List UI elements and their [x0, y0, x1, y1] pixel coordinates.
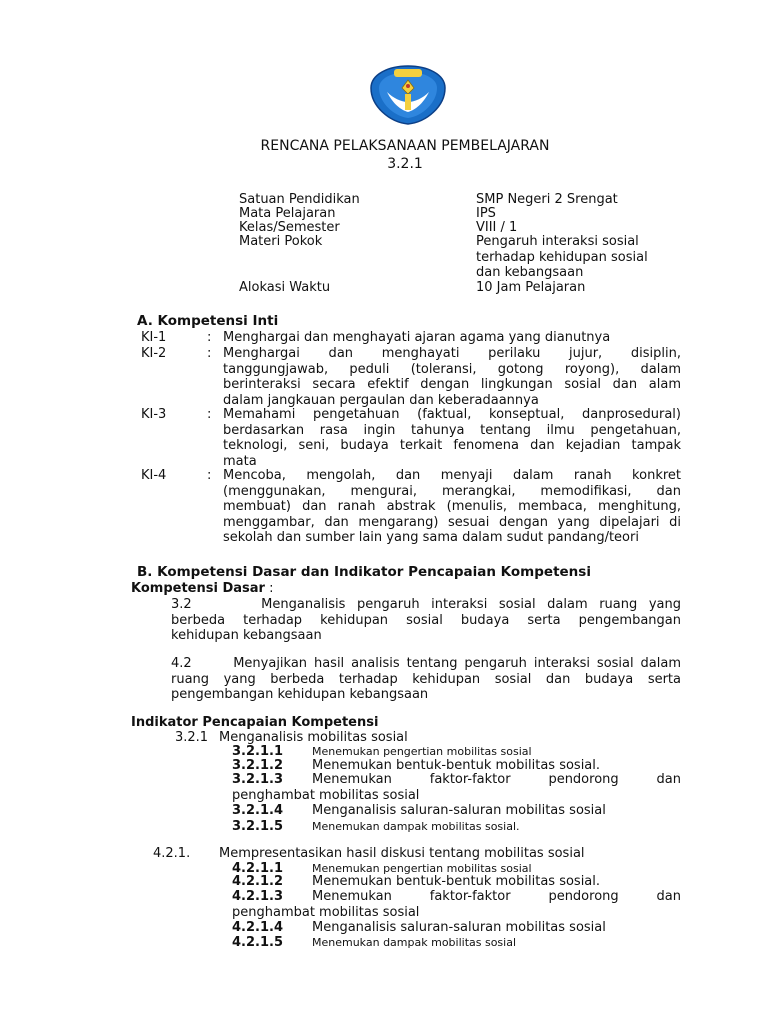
ipk-code: 4.2.1.1 [232, 861, 283, 876]
kd-title-row [131, 581, 273, 596]
ki-text: Mencoba, mengolah, dan menyaji dalam ranah konkret (menggunakan, mengurai, merangkai, memodifikasi, dan membuat) dan ranah abstrak (menulis, membaca, menghitung, menggambar, dan mengarang) sesuai dengan yang dipelajari di sekolah dan sumber lain yang sama dalam sudut pandang/teori [223, 468, 681, 545]
tut-wuri-handayani-emblem-icon [369, 64, 447, 126]
ki-separator: : [207, 407, 212, 422]
identity-label: Mata Pelajaran [239, 206, 336, 221]
ipk-code: 4.2.1.4 [232, 920, 283, 935]
identity-value: terhadap kehidupan sosial [476, 250, 648, 265]
ipk-text: Menemukan faktor-faktor pendorong dan [312, 772, 681, 787]
ipk-code: 3.2.1.1 [232, 744, 283, 759]
identity-label: Alokasi Waktu [239, 280, 331, 295]
ipk-code: 3.2.1.5 [232, 819, 283, 834]
ipk-text-continued: penghambat mobilitas sosial [232, 905, 420, 920]
ki-code: KI-4 [141, 468, 167, 483]
document-title: RENCANA PELAKSANAAN PEMBELAJARAN [260, 138, 550, 154]
ipk-group-title: Mempresentasikan hasil diskusi tentang mobilitas sosial [219, 846, 585, 861]
ipk-code: 4.2.1.5 [232, 935, 283, 950]
ipk-text: Menemukan dampak mobilitas sosial. [312, 820, 520, 833]
ki-code: KI-3 [141, 407, 167, 422]
ipk-code: 3.2.1.2 [232, 758, 283, 773]
identity-value: SMP Negeri 2 Srengat [476, 192, 618, 207]
ipk-group-number: 4.2.1. [153, 846, 191, 861]
ipk-text: Menemukan bentuk-bentuk mobilitas sosial. [312, 758, 601, 773]
ipk-group-number: 3.2.1 [175, 730, 209, 745]
ipk-group-title: Menganalisis mobilitas sosial [219, 730, 408, 745]
ki-code: KI-1 [141, 330, 167, 345]
ipk-code: 4.2.1.2 [232, 874, 283, 889]
ki-separator: : [207, 346, 212, 361]
document-subtitle: 3.2.1 [387, 156, 423, 172]
identity-value: dan kebangsaan [476, 265, 584, 280]
ipk-text: Menganalisis saluran-saluran mobilitas sosial [312, 803, 606, 818]
ipk-text: Menemukan faktor-faktor pendorong dan [312, 889, 681, 904]
section-b-heading: B. Kompetensi Dasar dan Indikator Pencapaian Kompetensi [137, 564, 591, 580]
section-a-heading: A. Kompetensi Inti [137, 313, 279, 329]
ki-separator: : [207, 468, 212, 483]
ipk-text: Menemukan pengertian mobilitas sosial [312, 862, 532, 875]
identity-value: IPS [476, 206, 496, 221]
tut-wuri-handayani-logo [369, 64, 447, 126]
kd-4-2: 4.2 Menyajikan hasil analisis tentang pengaruh interaksi sosial dalam ruang yang berbeda terhadap kehidupan sosial dan budaya serta pengembangan kehidupan kebangsaan [171, 656, 681, 702]
ipk-text: Menemukan bentuk-bentuk mobilitas sosial. [312, 874, 601, 889]
ipk-text-continued: penghambat mobilitas sosial [232, 788, 420, 803]
ipk-code: 3.2.1.3 [232, 772, 283, 787]
ipk-text: Menganalisis saluran-saluran mobilitas sosial [312, 920, 606, 935]
identity-label: Kelas/Semester [239, 220, 340, 235]
ki-text: Memahami pengetahuan (faktual, konseptual, danprosedural) berdasarkan rasa ingin tahunya tentang ilmu pengetahuan, teknologi, seni, budaya terkait fenomena dan kejadian tampak mata [223, 407, 681, 469]
ipk-code: 3.2.1.4 [232, 803, 283, 818]
identity-value: Pengaruh interaksi sosial [476, 234, 639, 249]
ipk-code: 4.2.1.3 [232, 889, 283, 904]
identity-label: Satuan Pendidikan [239, 192, 360, 207]
ipk-text: Menemukan pengertian mobilitas sosial [312, 745, 532, 758]
identity-label: Materi Pokok [239, 234, 323, 249]
kd-title: Kompetensi Dasar [131, 581, 265, 596]
ki-separator: : [207, 330, 212, 345]
ki-text: Menghargai dan menghayati perilaku jujur, disiplin, tanggungjawab, peduli (toleransi, gotong royong), dalam berinteraksi secara efektif dengan lingkungan sosial dan alam dalam jangkauan pergaulan dan keberadaannya [223, 346, 681, 408]
ipk-title: Indikator Pencapaian Kompetensi [131, 715, 379, 730]
kd-3-2: 3.2 Menganalisis pengaruh interaksi sosial dalam ruang yang berbeda terhadap kehidupan sosial budaya serta pengembangan kehidupan kebangsaan [171, 597, 681, 643]
identity-value: 10 Jam Pelajaran [476, 280, 586, 295]
identity-value: VIII / 1 [476, 220, 518, 235]
ki-code: KI-2 [141, 346, 167, 361]
kd-colon: : [269, 581, 274, 596]
ki-text: Menghargai dan menghayati ajaran agama yang dianutnya [223, 330, 611, 345]
ipk-text: Menemukan dampak mobilitas sosial [312, 936, 517, 949]
